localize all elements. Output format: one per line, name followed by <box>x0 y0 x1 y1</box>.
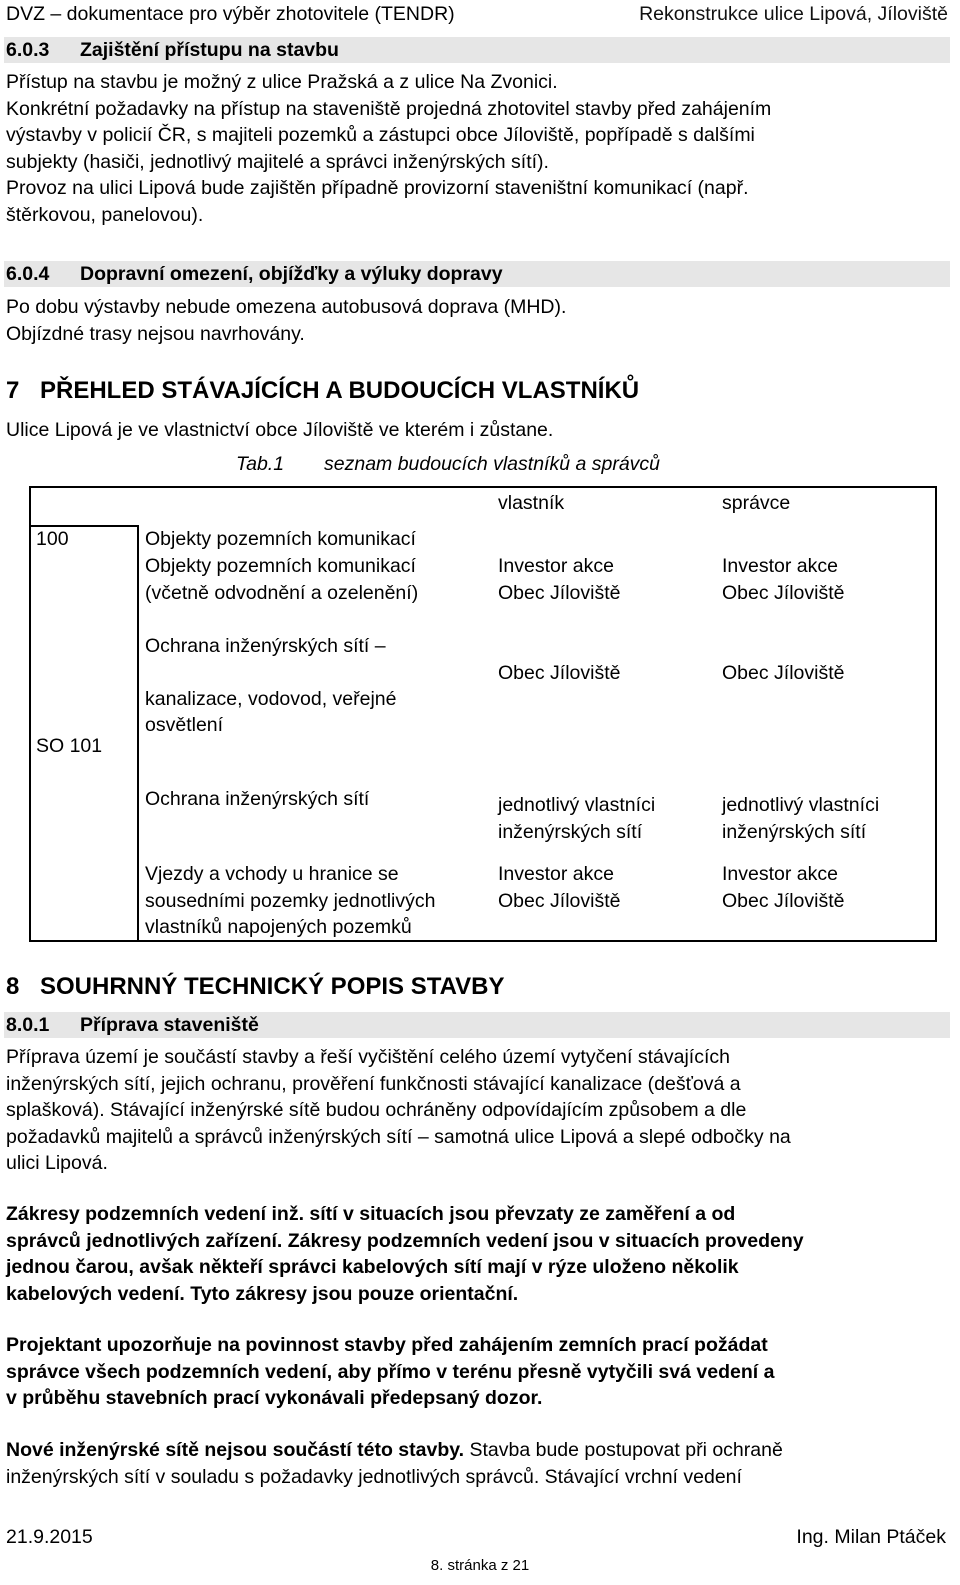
paragraph-bold <box>6 1332 951 1412</box>
object-description: Objekty pozemních komunikací <box>145 528 416 550</box>
owner-cell: jednotlivý vlastníci inženýrských sítí <box>498 794 656 843</box>
paragraph-bold <box>6 1201 951 1307</box>
object-description: Vjezdy a vchody u hranice se sousedními pozemky jednotlivých vlastníků napojených pozemků <box>145 863 436 938</box>
section-title: Příprava staveniště <box>80 1014 259 1036</box>
text-line: výstavby v policií ČR, s majiteli pozemků a zástupci obce Jíloviště, popřípadě s dalšími <box>6 124 755 146</box>
text-run: Stavba bude postupovat při ochraně <box>464 1439 783 1461</box>
text-line: subjekty (hasiči, jednotlivý majitelé a správci inženýrských sítí). <box>6 150 549 173</box>
section-6-0-3-heading <box>6 37 339 64</box>
owner-cell: Obec Jíloviště <box>498 662 621 684</box>
table-border-top <box>29 486 937 488</box>
section-number: 6.0.3 <box>6 39 50 61</box>
header-right: Rekonstrukce ulice Lipová, Jíloviště <box>639 3 948 25</box>
text-line: ulici Lipová. <box>6 1152 108 1174</box>
text-line: inženýrských sítí, jejich ochranu, prověření funkčnosti stávající kanalizace (dešťová a <box>6 1072 741 1095</box>
text-line: inženýrských sítí v souladu s požadavky jednotlivých správců. Stávající vrchní vedení <box>6 1465 742 1488</box>
paragraph <box>6 1044 951 1177</box>
section-title: SOUHRNNÝ TECHNICKÝ POPIS STAVBY <box>40 973 505 1000</box>
text-line: Příprava území je součástí stavby a řeší vyčištění celého území vytyčení stávajících <box>6 1046 730 1068</box>
text-line: Provoz na ulici Lipová bude zajištěn případně provizorní staveništní komunikací (např. <box>6 177 749 199</box>
table-border-right <box>935 486 937 942</box>
paragraph <box>6 1437 951 1490</box>
section-number: 7 <box>6 377 20 404</box>
admin-cell: Obec Jíloviště <box>722 662 845 684</box>
text-line: Přístup na stavbu je možný z ulice Pražská a z ulice Na Zvonici. <box>6 71 558 93</box>
text-line: Objízdné trasy nejsou navrhovány. <box>6 322 305 345</box>
text-line: správců jednotlivých zařízení. Zákresy podzemních vedení jsou v situacích provedeny <box>6 1229 804 1252</box>
section-7-heading <box>6 378 639 405</box>
footer-date: 21.9.2015 <box>6 1526 93 1548</box>
text-line: splašková). Stávající inženýrské sítě budou ochráněny odpovídajícím způsobem a dle <box>6 1099 747 1121</box>
section-6-0-4-heading <box>6 261 503 288</box>
object-code: 100 <box>36 528 69 550</box>
section-6-0-3-text <box>6 69 951 228</box>
object-code: SO 101 <box>36 735 103 757</box>
text-line: požadavků majitelů a správců inženýrských sítí – samotná ulice Lipová a slepé odbočky na <box>6 1125 791 1148</box>
table-caption-text: seznam budoucích vlastníků a správců <box>324 453 661 475</box>
section-6-0-4-text <box>6 294 951 347</box>
column-header-admin: správce <box>722 492 791 514</box>
text-line: správce všech podzemních vedení, aby přímo v terénu přesně vytyčili svá vedení a <box>6 1360 775 1383</box>
table-border-left <box>29 486 31 942</box>
text-line: Projektant upozorňuje na povinnost stavby před zahájením zemních prací požádat <box>6 1334 768 1356</box>
section-title: PŘEHLED STÁVAJÍCÍCH A BUDOUCÍCH VLASTNÍKŮ <box>40 377 640 404</box>
bold-lead: Nové inženýrské sítě nejsou součástí této stavby. <box>6 1439 465 1461</box>
object-description: Ochrana inženýrských sítí <box>145 788 370 810</box>
text-line: kabelových vedení. Tyto zákresy jsou pouze orientační. <box>6 1282 519 1305</box>
text-line: v průběhu stavebních prací vykonávali předepsaný dozor. <box>6 1387 543 1409</box>
section-number: 8 <box>6 973 20 1000</box>
footer-author: Ing. Milan Ptáček <box>796 1526 946 1548</box>
object-description: Objekty pozemních komunikací (včetně odvodnění a ozelenění) <box>145 555 419 604</box>
text-line: jednou čarou, avšak někteří správci kabelových sítí mají v rýze uloženo několik <box>6 1256 739 1278</box>
section-8-heading <box>6 974 505 1001</box>
footer-page-number: 8. stránka z 21 <box>430 1557 530 1574</box>
object-description: Ochrana inženýrských sítí – kanalizace, vodovod, veřejné osvětlení <box>145 635 397 736</box>
text-line: štěrkovou, panelovou). <box>6 203 204 226</box>
text-line: Po dobu výstavby nebude omezena autobusová doprava (MHD). <box>6 296 567 318</box>
text-line: Zákresy podzemních vedení inž. sítí v situacích jsou převzaty ze zaměření a od <box>6 1203 736 1225</box>
header-left: DVZ – dokumentace pro výběr zhotovitele (TENDR) <box>6 3 455 25</box>
owner-cell: Investor akce Obec Jíloviště <box>498 555 621 604</box>
table-column-divider <box>137 525 139 942</box>
section-8-0-1-heading <box>6 1012 259 1039</box>
section-7-intro: Ulice Lipová je ve vlastnictví obce Jíloviště ve kterém i zůstane. <box>6 419 554 441</box>
owner-cell: Investor akce Obec Jíloviště <box>498 863 621 912</box>
section-number: 6.0.4 <box>6 263 50 285</box>
admin-cell: Investor akce Obec Jíloviště <box>722 863 845 912</box>
table-caption-label: Tab.1 <box>236 453 285 475</box>
admin-cell: jednotlivý vlastníci inženýrských sítí <box>722 794 880 843</box>
section-title: Zajištění přístupu na stavbu <box>80 39 339 61</box>
column-header-owner: vlastník <box>498 492 565 514</box>
section-title: Dopravní omezení, objížďky a výluky dopravy <box>80 263 503 285</box>
admin-cell: Investor akce Obec Jíloviště <box>722 555 845 604</box>
section-number: 8.0.1 <box>6 1014 50 1036</box>
text-line: Konkrétní požadavky na přístup na staveniště projedná zhotovitel stavby před zahájením <box>6 97 772 120</box>
